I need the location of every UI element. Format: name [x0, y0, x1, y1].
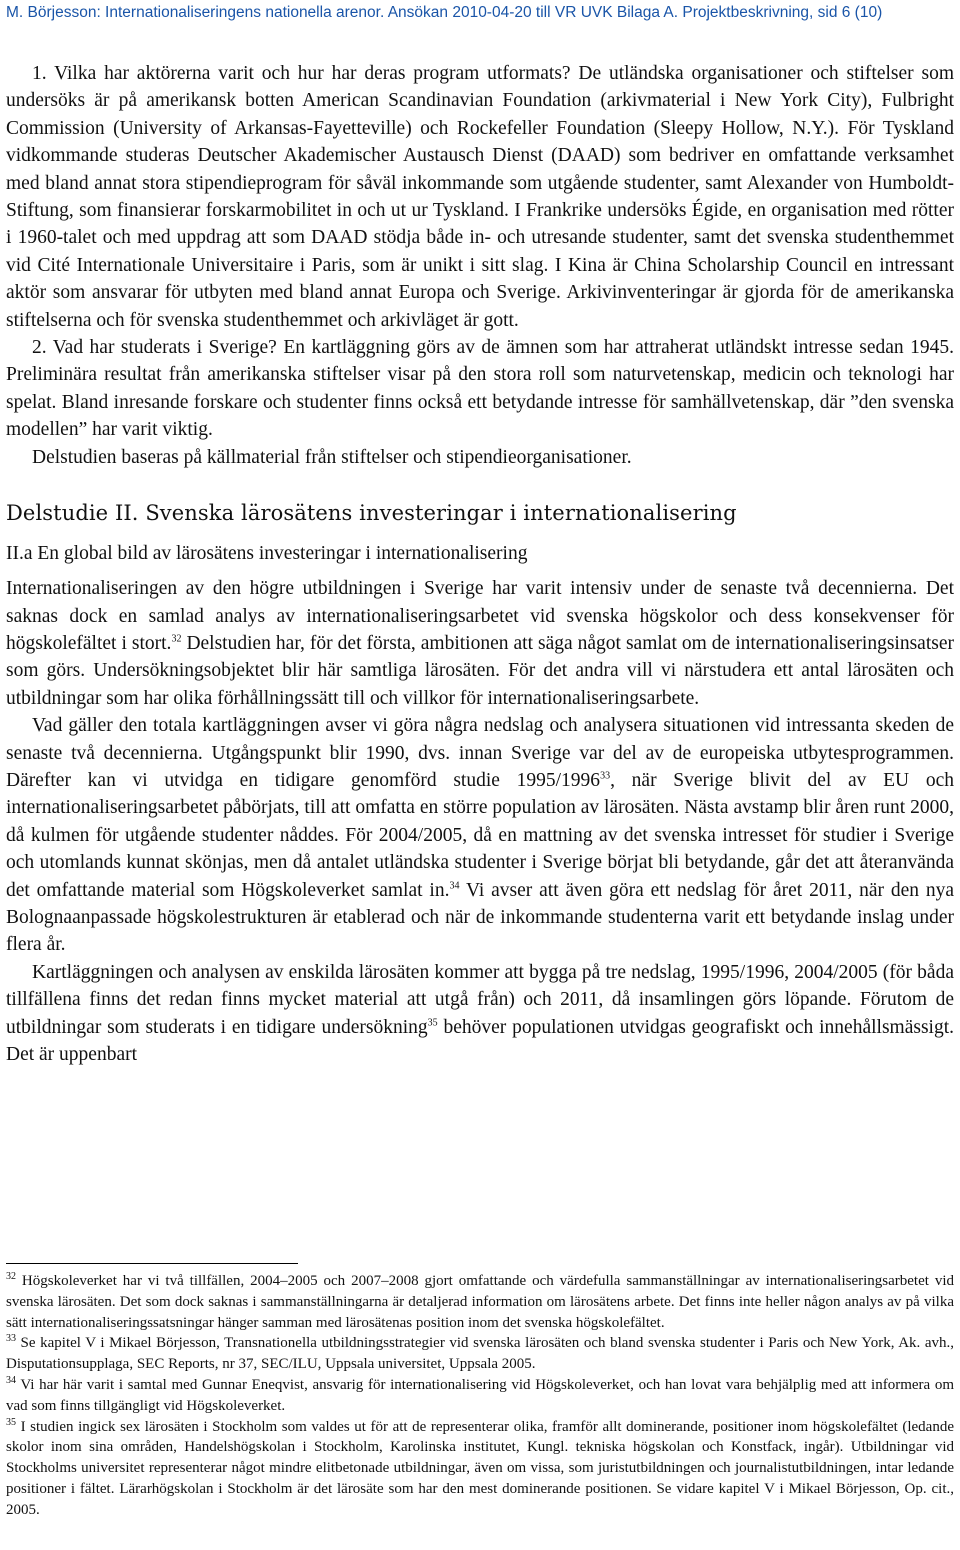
footnote-text: Vi har här varit i samtal med Gunnar Eneqvist, ansvarig för internationalisering vid Högskoleverket, och han lovat vara behjälplig med att informera om vad som finns tillgängligt vid Högskoleverket. [6, 1376, 954, 1414]
paragraph-text: Vi avser att även göra ett nedslag för året 2011, när den nya Bolognaanpassade högskolestrukturen är etablerad och när de inkommande studenterna varit ett betydande inslag under flera år. [6, 879, 954, 956]
footnote-ref-34[interactable]: 34 [449, 880, 460, 892]
main-content [6, 60, 954, 1068]
section1-paragraph-actors: 1. Vilka har aktörerna varit och hur har deras program utformats? De utländska organisationer och stiftelser som undersöks är på amerikansk botten American Scandinavian Foundation (arkivmaterial i New York City), Fulbright Commission (University of Arkansas-Fayetteville) och Rockefeller Foundation (Sleepy Hollow, N.Y.). För Tyskland vidkommande studeras Deutscher Akademischer Austausch Dienst (DAAD) som bedriver en omfattande verksamhet med bland annat stora stipendieprogram för såväl inkommande som utgående studenter, samt Alexander von Humboldt-Stiftung, som finansierar forskarmobilitet in och ut ur Tyskland. I Frankrike undersöks Égide, en organisation med rötter i 1960-talet och med uppdrag att som DAAD stödja både in- och utresande studenter, samt det svenska studenthemmet vid Cité Internationale Universitaire i Paris, som är unikt i sitt slag. I Kina är China Scholarship Council en intressant aktör som ansvarar för utbyten med bland annat Europa och Sverige. Arkivinventeringar är gjorda för de amerikanska stiftelserna och för svenska studenthemmet och arkivläget är gott. [6, 63, 954, 331]
paragraph-text: Vad gäller den totala kartläggningen avser vi göra några nedslag och analysera situationen vid intressanta skeden de senaste två decennierna. Utgångspunkt blir 1990, dvs. innan Sverige var del av de europeiska utbytesprogrammen. Därefter kan vi utvidga en tidigare genomförd studie 1995/1996 [6, 715, 954, 791]
footnote-ref-35[interactable]: 35 [427, 1017, 438, 1029]
footnote-34 [6, 1375, 954, 1417]
footnotes [6, 1271, 954, 1521]
section1-paragraph-studies: 2. Vad har studerats i Sverige? En kartläggning görs av de ämnen som har attraherat utländskt intresse sedan 1945. Preliminära resultat från amerikanska stiftelser visar på den stora roll som naturvetenskap, medicin och teknologi har spelat. Bland inresande forskare och studenter finns också ett betydande intresse för samhällvetenskap, där ”den svenska modellen” har varit viktig. [6, 337, 954, 441]
delstudie-paragraph-2 [6, 712, 954, 959]
footnote-ref-32[interactable]: 32 [171, 633, 182, 645]
footnote-text: I studien ingick sex lärosäten i Stockholm som valdes ut för att de representerar olika, framför allt dominerande, positioner inom högskolefältet (ledande skolor inom sina områden, Handelshögskolan i Stockholm, Karolinska institutet, Kungl. tekniska högskolan och Konstfack, ingår). Utbildningar vid Stockholms universitet representerar något mindre elitbetonade utbildningar, även om vissa, som juristutbildningen och journalistutbildningen, intar ledande positioner i fältet. Lärarhögskolan i Stockholm är det lärosäte som har den mest dominerande positionen. Se vidare kapitel V i Mikael Börjesson, Op. cit., 2005. [6, 1418, 954, 1518]
paragraph-text: Kartläggningen och analysen av enskilda lärosäten kommer att bygga på tre nedslag, 1995/1996, 2004/2005 (för båda tillfällena finns det redan finns mycket material att utgå från) och 2011, då insamlingen görs löpande. Förutom de utbildningar som studerats i en tidigare undersökning [6, 961, 954, 1038]
delstudie-title: Delstudie II. Svenska lärosätens investeringar i internationalisering [6, 501, 737, 526]
footnote-35 [6, 1417, 954, 1521]
running-header: M. Börjesson: Internationaliseringens nationella arenor. Ansökan 2010-04-20 till VR UVK Bilaga A. Projektbeskrivning, sid 6 (10) [6, 4, 883, 21]
delstudie-subtitle: II.a En global bild av lärosätens investeringar i internationalisering [6, 543, 528, 565]
footnote-ref-33[interactable]: 33 [600, 770, 611, 782]
footnote-32 [6, 1271, 954, 1333]
footnote-divider [6, 1263, 298, 1264]
footnote-number: 35 [6, 1416, 16, 1428]
footnote-number: 34 [6, 1374, 16, 1386]
footnote-number: 32 [6, 1271, 16, 1282]
footnote-text: Se kapitel V i Mikael Börjesson, Transnationella utbildningsstrategier vid svenska lärosäten och bland svenska studenter i Paris och New York, Ak. avh., Disputationsupplaga, SEC Reports, nr 37, SEC/ILU, Uppsala universitet, Uppsala 2005. [6, 1335, 954, 1373]
footnote-text: Högskoleverket har vi två tillfällen, 2004–2005 och 2007–2008 gjort omfattande och värdefulla sammanställningar av internationaliseringsarbetet vid svenska lärosäten. Det som dock saknas i sammanställningarna är detaljerad information om lärosätens arbete. Det finns inte heller någon analys av på vilka sätt internationaliseringssatsningar hänger samman med lärosätenas position inom det svenska högskolefältet. [6, 1273, 954, 1331]
delstudie-paragraph-1 [6, 575, 954, 712]
delstudie-paragraph-3 [6, 959, 954, 1069]
footnote-number: 33 [6, 1333, 16, 1345]
paragraph-text: behöver populationen utvidgas geografiskt och innehållsmässigt. Det är uppenbart [6, 1016, 954, 1065]
paragraph-text: Internationaliseringen av den högre utbildningen i Sverige har varit intensiv under de senaste två decennierna. Det saknas dock en samlad analys av internationaliseringsarbetet vid svenska högskolor och dess konsekvenser för högskolefältet i stort. [6, 578, 954, 654]
section1-paragraph-sources: Delstudien baseras på källmaterial från stiftelser och stipendieorganisationer. [32, 446, 632, 468]
footnote-33 [6, 1333, 954, 1375]
paragraph-text: Delstudien har, för det första, ambitionen att säga något samlat om de internationaliseringsinsatser som görs. Undersökningsobjektet blir här samtliga lärosäten. För det andra vill vi närstudera ett antal lärosäten och utbildningar som har olika förhållningssätt till och villkor för internationaliseringsarbete. [6, 632, 954, 709]
paragraph-text: , när Sverige blivit del av EU och internationaliseringsarbetet påbörjats, till att omfatta en större population av lärosäten. Nästa avstamp blir åren runt 2000, då kulmen för utgående studenter nåddes. För 2004/2005, då en mattning av det svenska intresset för studier i Sverige och utomlands kunnat skönjas, men då antalet utländska studenter i Sverige börjat bli betydande, går det att återanvända det omfattande material som Högskoleverket samlat in. [6, 769, 955, 901]
